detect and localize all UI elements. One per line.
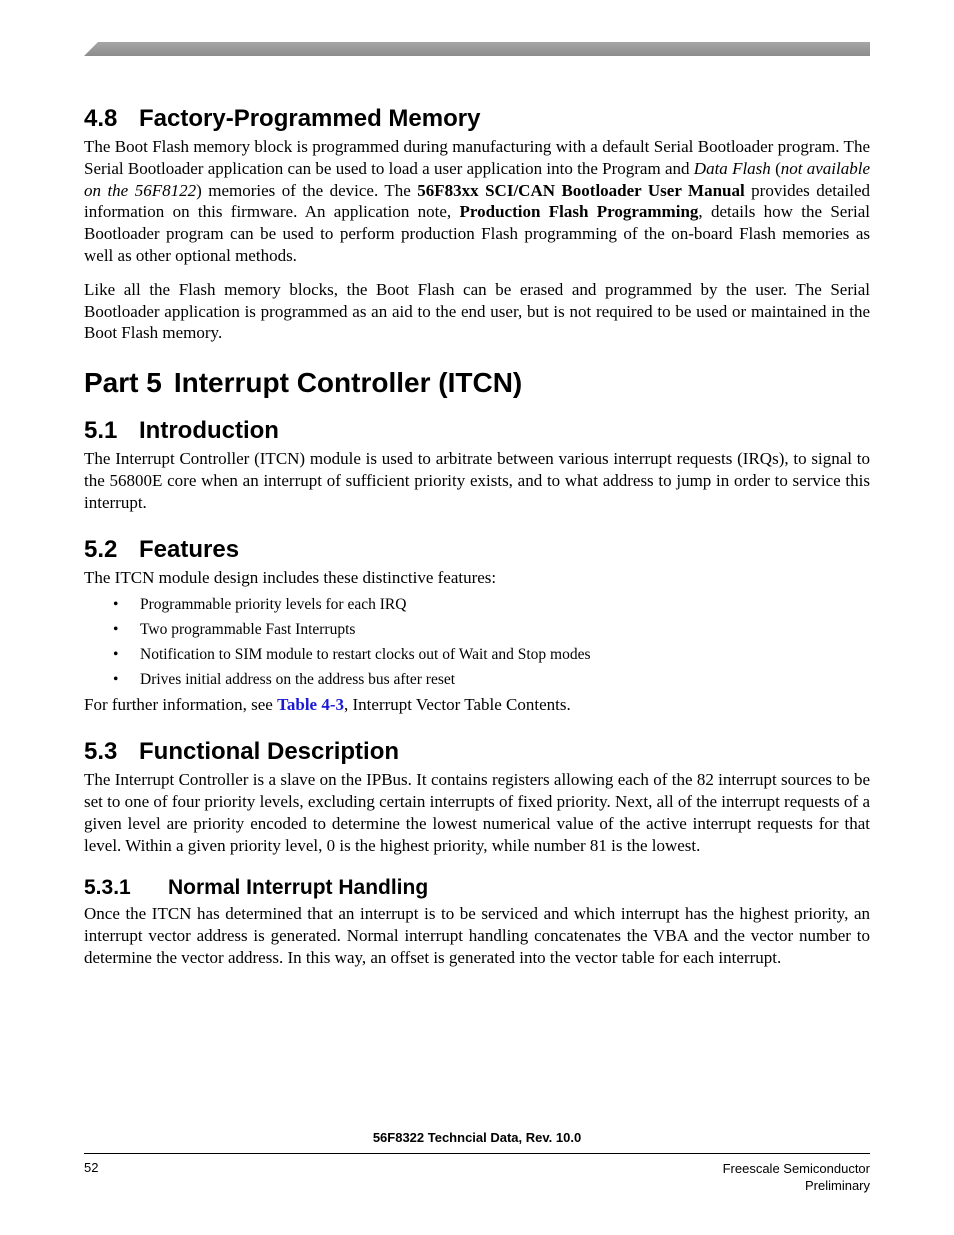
page-number: 52 <box>84 1160 99 1175</box>
footer-status: Preliminary <box>804 1178 870 1193</box>
section-5-2-heading: 5.2 Features <box>84 535 240 563</box>
table-4-3-link[interactable]: Table 4-3 <box>277 695 345 715</box>
section-5-1-heading: 5.1 Introduction <box>84 417 279 445</box>
feature-list-item: • Programmable priority levels for each IRQ <box>84 592 870 617</box>
part-5-heading: Part 5 Interrupt Controller (ITCN) <box>84 367 523 399</box>
section-5-3-1-paragraph: Once the ITCN has determined that an interrupt is to be serviced and which interrupt has the highest priority, an interrupt vector address is generated. Normal interrupt handling concatenates the VBA and the vector number to determine the vector address. In this way, an offset is generated into the vector table for each interrupt. <box>84 904 870 967</box>
page-content <box>84 104 870 969</box>
feature-list-item: • Drives initial address on the address bus after reset <box>84 667 870 692</box>
bullet-icon: • <box>113 671 119 689</box>
bullet-icon: • <box>113 646 119 664</box>
bullet-icon: • <box>113 596 119 614</box>
footer-company-block <box>723 1160 870 1194</box>
section-5-1-paragraph: The Interrupt Controller (ITCN) module is used to arbitrate between various interrupt requests (IRQs), to signal to the 56800E core when an interrupt of sufficient priority exists, and to what address to jump in order to service this interrupt. <box>84 449 870 512</box>
bullet-icon: • <box>113 621 119 639</box>
features-list <box>84 592 870 692</box>
section-5-2-intro: The ITCN module design includes these distinctive features: <box>84 567 497 587</box>
feature-list-item: • Two programmable Fast Interrupts <box>84 617 870 642</box>
footer-company: Freescale Semiconductor <box>722 1161 870 1176</box>
section-4-8-heading: 4.8 Factory-Programmed Memory <box>84 105 481 132</box>
section-4-8-paragraph-1: The Boot Flash memory block is programmed during manufacturing with a default Serial Bootloader program. The Serial Bootloader application can be used to load a user application into the Program and Data Flash (not available on the 56F8122) memories of the device. The 56F83xx SCI/CAN Bootloader User Manual provides detailed information on this firmware. An application note, Production Flash Programming, details how the Serial Bootloader program can be used to perform production Flash programming of the on-board Flash memories as well as other optional methods. <box>84 137 871 265</box>
feature-list-item: • Notification to SIM module to restart clocks out of Wait and Stop modes <box>84 642 870 667</box>
section-5-3-paragraph: The Interrupt Controller is a slave on the IPBus. It contains registers allowing each of the 82 interrupt sources to be set to one of four priority levels, excluding certain interrupts of fixed priority. Next, all of the interrupt requests of a given level are priority encoded to determine the lowest numerical value of the active interrupt requests for that level. Within a given priority level, 0 is the highest priority, while number 81 is the lowest. <box>84 770 870 855</box>
header-decorative-bar <box>84 42 870 56</box>
section-4-8-paragraph-2: Like all the Flash memory blocks, the Boot Flash can be erased and programmed by the user. The Serial Bootloader application is programmed as an aid to the end user, but is not required to be used or maintained in the Boot Flash memory. <box>84 279 870 343</box>
footer-document-title: 56F8322 Techncial Data, Rev. 10.0 <box>372 1130 582 1145</box>
further-information: For further information, see Table 4-3, Interrupt Vector Table Contents. <box>84 695 571 715</box>
section-5-3-1-heading: 5.3.1 Normal Interrupt Handling <box>84 876 429 900</box>
section-5-3-heading: 5.3 Functional Description <box>84 738 400 766</box>
footer-divider <box>84 1153 870 1154</box>
